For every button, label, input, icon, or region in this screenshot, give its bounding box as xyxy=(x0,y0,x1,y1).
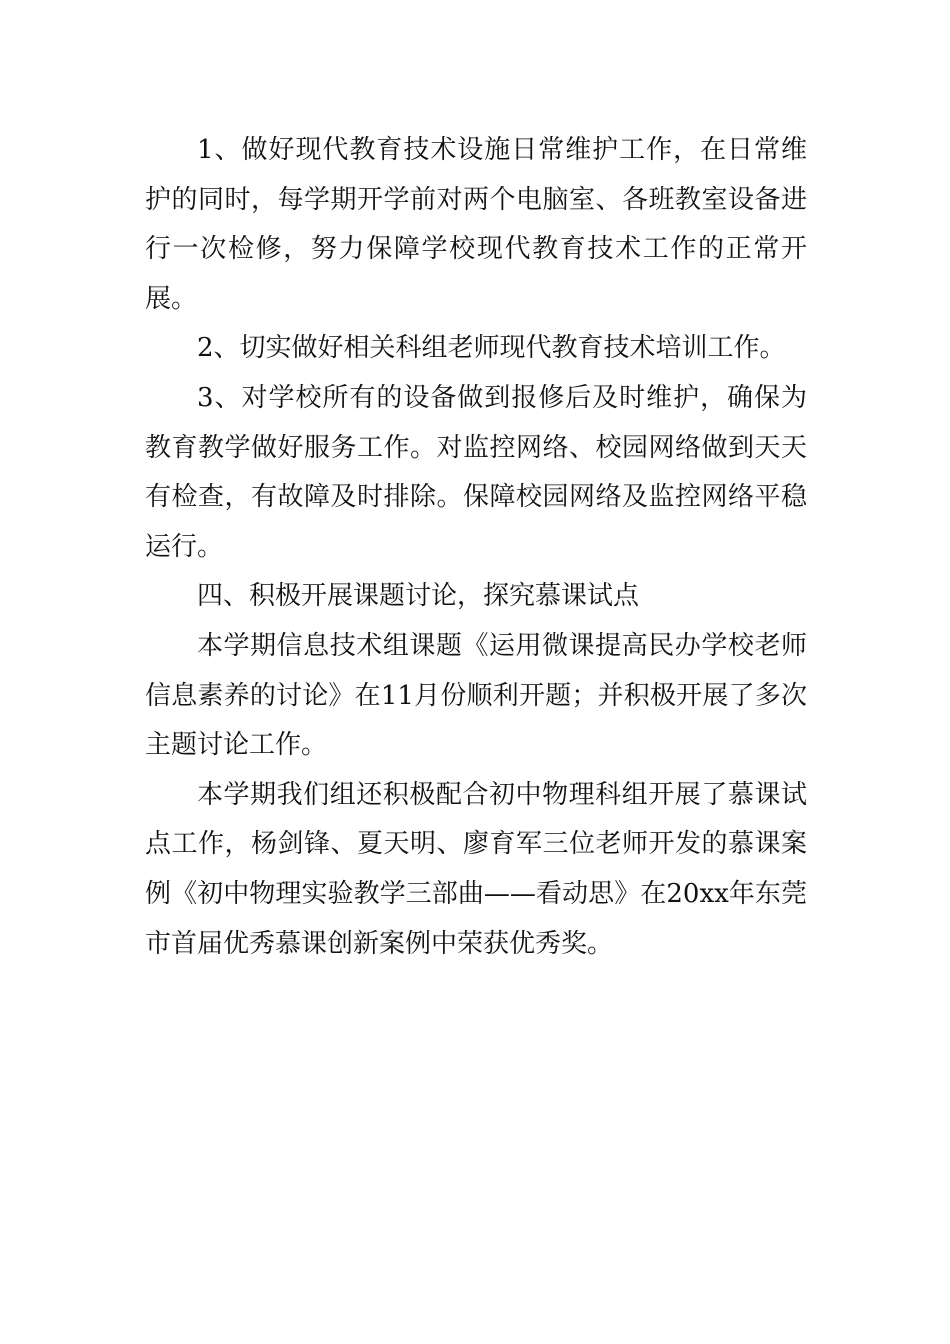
paragraph-maintenance: 1、做好现代教育技术设施日常维护工作，在日常维护的同时，每学期开学前对两个电脑室、各班教室设备进行一次检修，努力保障学校现代教育技术工作的正常开展。 xyxy=(145,135,807,314)
document-body xyxy=(145,126,807,969)
paragraph-mooc-pilot: 本学期我们组还积极配合初中物理科组开展了慕课试点工作，杨剑锋、夏天明、廖育军三位老师开发的慕课案例《初中物理实验教学三部曲——看动思》在20xx年东莞市首届优秀慕课创新案例中荣获优秀奖。 xyxy=(145,779,807,959)
section-heading-research: 四、积极开展课题讨论，探究慕课试点 xyxy=(197,581,640,612)
paragraph-training: 2、切实做好相关科组老师现代教育技术培训工作。 xyxy=(197,333,786,364)
paragraph-research-topic: 本学期信息技术组课题《运用微课提高民办学校老师信息素养的讨论》在11月份顺利开题；并积极开展了多次主题讨论工作。 xyxy=(145,630,807,761)
paragraph-repair-network: 3、对学校所有的设备做到报修后及时维护，确保为教育教学做好服务工作。对监控网络、校园网络做到天天有检查，有故障及时排除。保障校园网络及监控网络平稳运行。 xyxy=(145,382,807,562)
